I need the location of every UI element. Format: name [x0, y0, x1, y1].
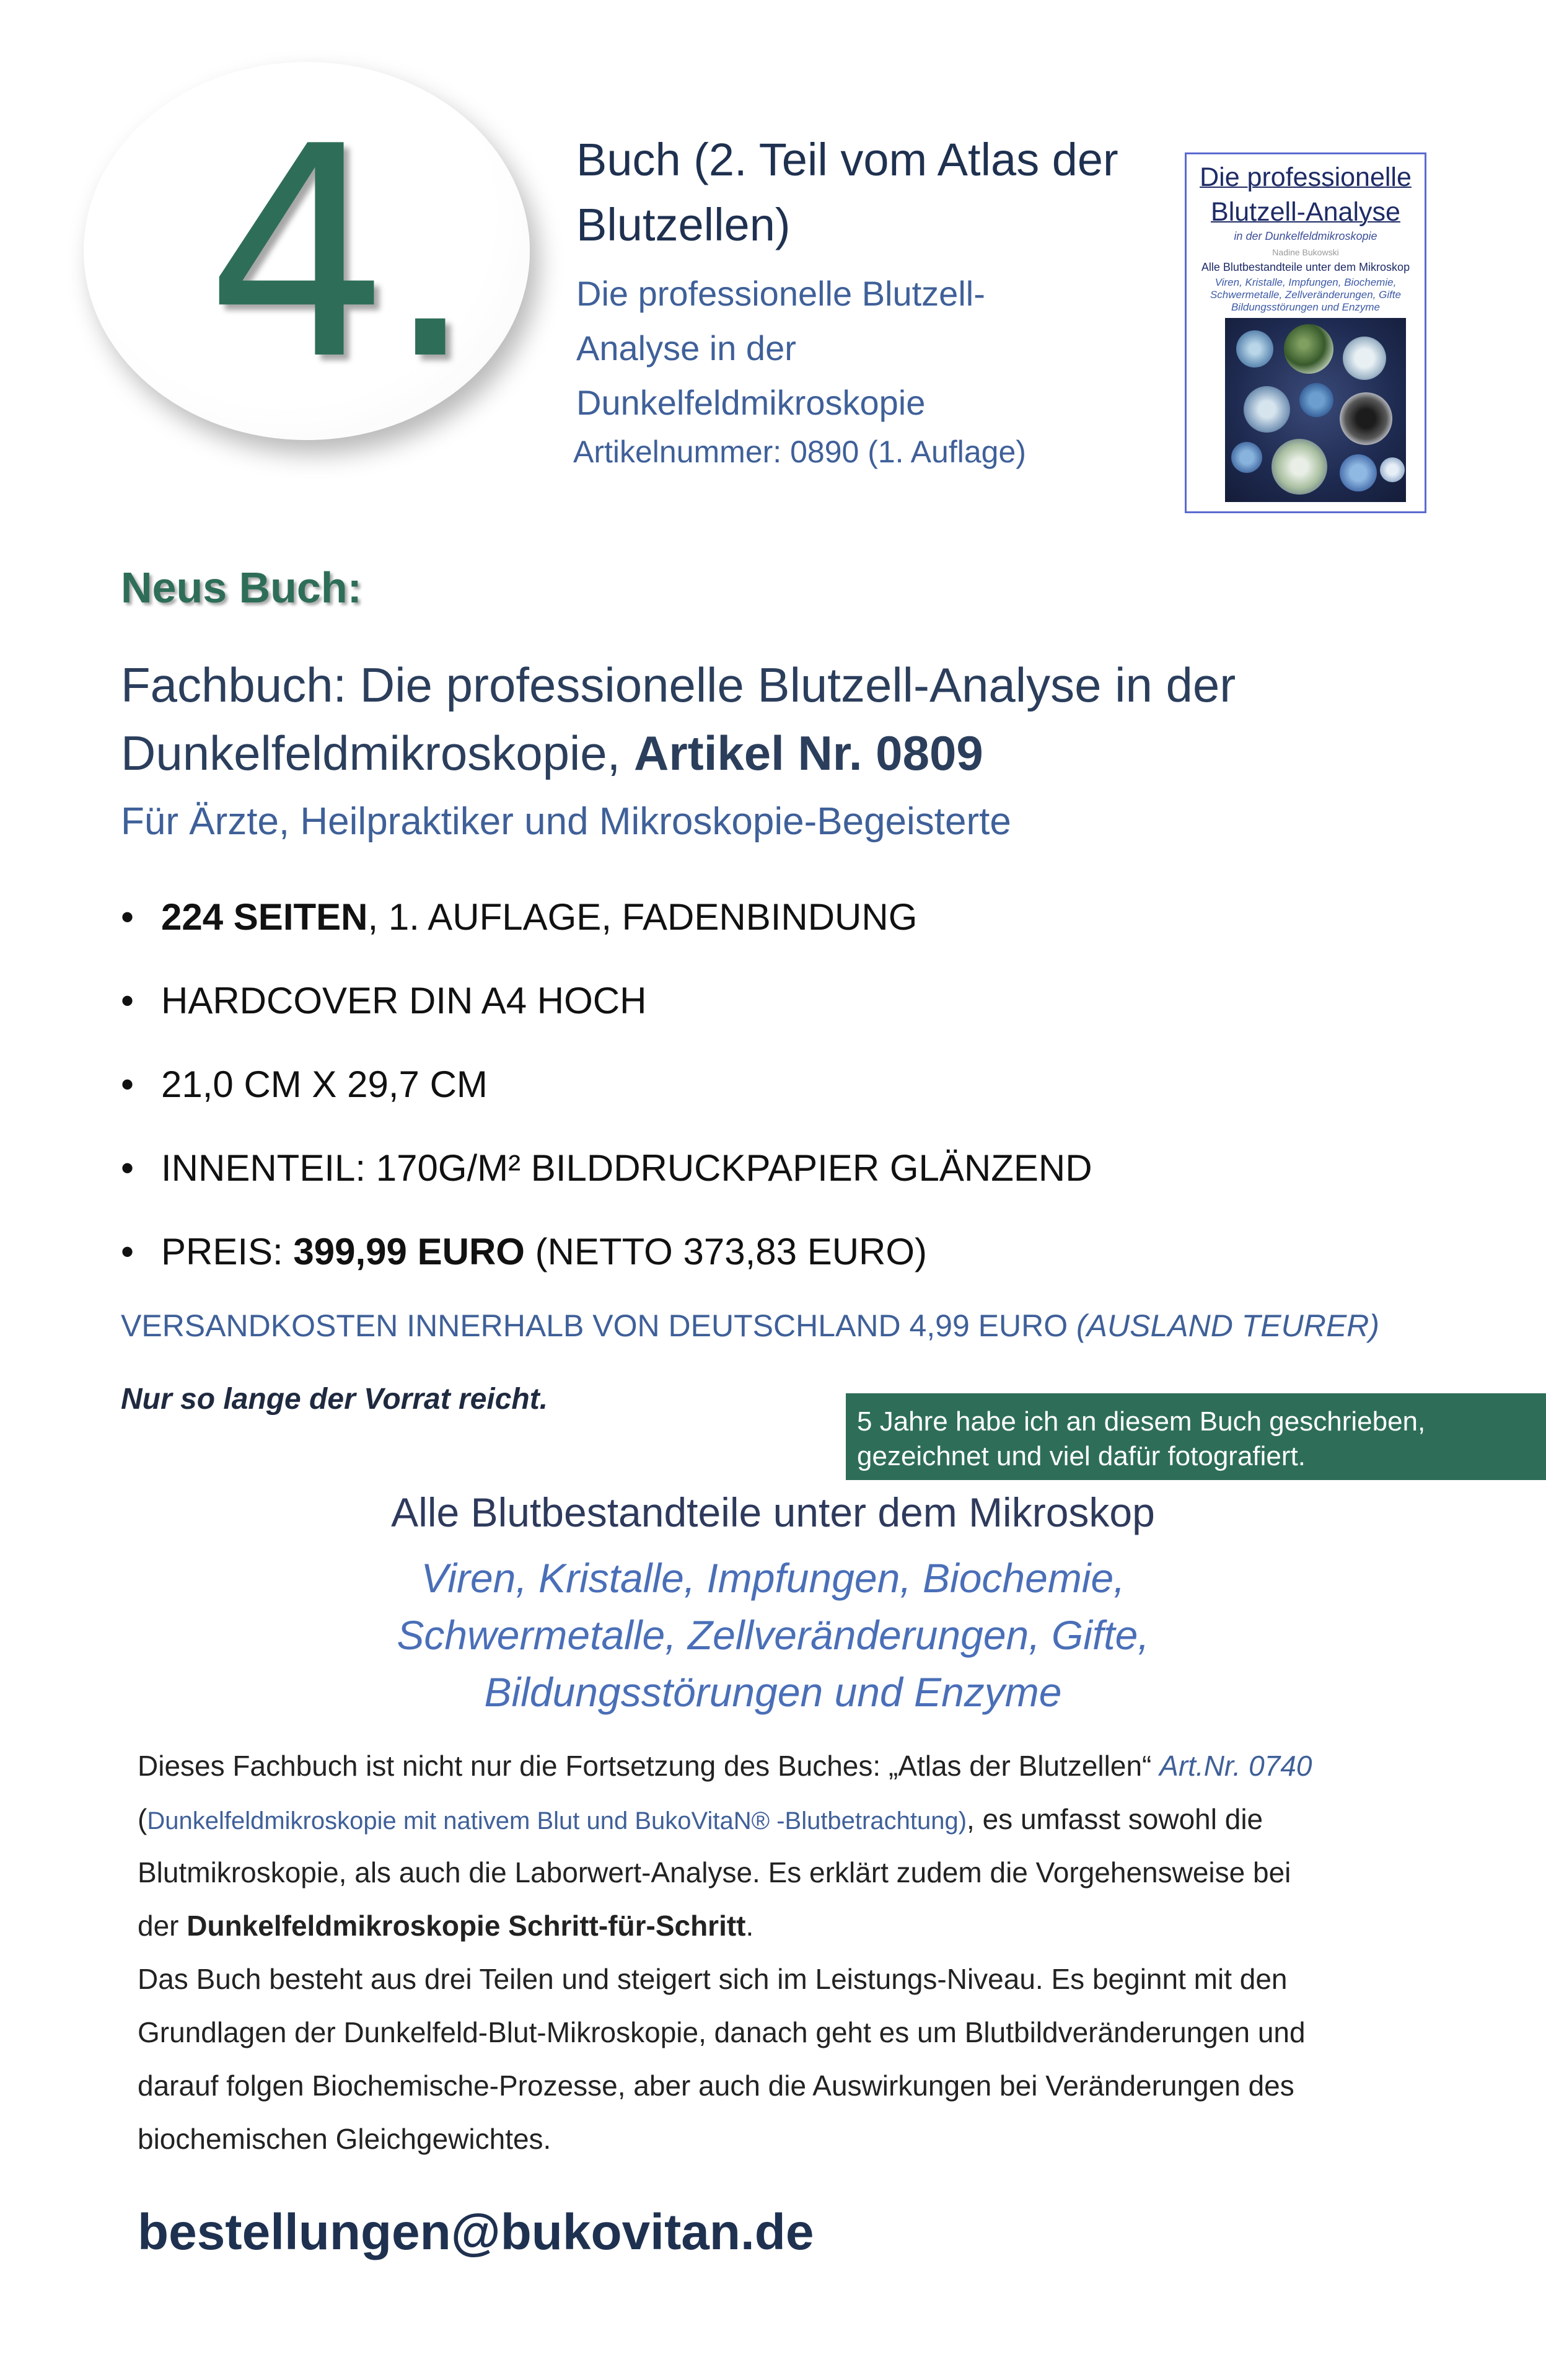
header-subtitle-line2: Analyse in der — [576, 328, 796, 368]
header-title — [576, 127, 1171, 257]
cover-subtitle: in der Dunkelfeldmikroskopie — [1234, 230, 1377, 242]
bullet-icon: • — [121, 980, 134, 1021]
bullet-icon: • — [121, 896, 134, 938]
description-line2 — [138, 1802, 1263, 1836]
spec-price — [121, 1230, 927, 1273]
description-line1 — [138, 1749, 1312, 1783]
author-note-line2: gezeichnet und viel dafür fotografiert. — [857, 1441, 1306, 1471]
header-subtitle — [576, 267, 1122, 430]
shipping-abroad: (AUSLAND TEURER) — [1076, 1308, 1379, 1343]
contents-heading: Alle Blutbestandteile unter dem Mikroskop — [391, 1489, 1155, 1535]
contents-line1: Viren, Kristalle, Impfungen, Biochemie, — [421, 1555, 1125, 1601]
description-line7: darauf folgen Biochemische-Prozesse, aber auch die Auswirkungen bei Veränderungen des — [138, 2069, 1294, 2102]
shipping-domestic: VERSANDKOSTEN INNERHALB VON DEUTSCHLAND 4,99 EURO — [121, 1308, 1077, 1343]
description-text: der — [138, 1910, 187, 1942]
new-book-label: Neus Buch: — [121, 563, 362, 612]
book-title-line2 — [121, 725, 983, 782]
shipping-costs — [121, 1308, 1379, 1344]
description-emphasis: Dunkelfeldmikroskopie Schritt-für-Schritt — [187, 1910, 746, 1942]
cover-title-line2: Blutzell-Analyse — [1211, 197, 1400, 227]
cover-title-line1: Die professionelle — [1200, 162, 1412, 192]
description-text: ( — [138, 1803, 147, 1835]
description-line5: Das Buch besteht aus drei Teilen und steigert sich im Leistungs-Niveau. Es beginnt mit den — [138, 1963, 1288, 1995]
section-number: 4. — [204, 84, 471, 423]
bullet-icon: • — [121, 1064, 134, 1105]
spec-size — [121, 1063, 488, 1106]
cover-topics-line1: Viren, Kristalle, Impfungen, Biochemie, — [1214, 276, 1397, 288]
spec-size-text: 21,0 CM X 29,7 CM — [161, 1064, 488, 1105]
spec-price-value: 399,99 EURO — [293, 1231, 525, 1272]
description-text: . — [745, 1910, 754, 1942]
author-note-line1: 5 Jahre habe ich an diesem Buch geschrieben, — [857, 1406, 1426, 1437]
order-email-link[interactable]: bestellungen@bukovitan.de — [138, 2204, 814, 2260]
cover-topics-line2: Schwermetalle, Zellveränderungen, Gifte — [1210, 289, 1402, 301]
spec-price-label: PREIS: — [161, 1231, 294, 1272]
bullet-icon: • — [121, 1231, 134, 1272]
description-text: Dieses Fachbuch ist nicht nur die Fortsetzung des Buches: „Atlas der Blutzellen“ — [138, 1750, 1160, 1782]
description-line4 — [138, 1909, 753, 1942]
header-title-line1: Buch (2. Teil vom Atlas der — [576, 134, 1118, 185]
book-title-line1: Fachbuch: Die professionelle Blutzell-Analyse in der — [121, 658, 1236, 712]
header-title-line2: Blutzellen) — [576, 199, 791, 250]
target-audience: Für Ärzte, Heilpraktiker und Mikroskopie-Begeisterte — [121, 800, 1011, 843]
spec-cover — [121, 979, 646, 1022]
cover-microscopy-image — [1225, 318, 1406, 502]
cover-topics — [1190, 276, 1421, 314]
book-title-name: Dunkelfeldmikroskopie, — [121, 726, 635, 780]
related-article-number: Art.Nr. 0740 — [1159, 1750, 1312, 1782]
related-book-subtitle: Dunkelfeldmikroskopie mit nativem Blut und BukoVitaN® -Blutbetrachtung) — [147, 1807, 967, 1835]
description-line8: biochemischen Gleichgewichtes. — [138, 2123, 551, 2155]
spec-cover-text: HARDCOVER DIN A4 HOCH — [161, 980, 647, 1021]
spec-price-net: (NETTO 373,83 EURO) — [524, 1231, 928, 1272]
contents-line2: Schwermetalle, Zellveränderungen, Gifte, — [397, 1612, 1149, 1658]
cover-heading: Alle Blutbestandteile unter dem Mikroskop — [1201, 261, 1410, 273]
author-note-box — [846, 1393, 1546, 1480]
spec-pages — [121, 896, 917, 938]
description-text: , es umfasst sowohl die — [967, 1803, 1263, 1835]
spec-paper-text: INNENTEIL: 170G/M² BILDDRUCKPAPIER GLÄNZEND — [161, 1147, 1092, 1189]
spec-pages-rest: , 1. AUFLAGE, FADENBINDUNG — [367, 896, 918, 938]
cover-topics-line3: Bildungsstörungen und Enzyme — [1231, 301, 1381, 313]
spec-paper — [121, 1147, 1092, 1189]
description-line6: Grundlagen der Dunkelfeld-Blut-Mikroskopie, danach geht es um Blutbildveränderungen und — [138, 2016, 1306, 2048]
book-article-number: Artikel Nr. 0809 — [634, 726, 983, 780]
bullet-icon: • — [121, 1147, 134, 1189]
spec-pages-count: 224 SEITEN — [161, 896, 368, 938]
contents-line3: Bildungsstörungen und Enzyme — [484, 1669, 1062, 1715]
description-line3: Blutmikroskopie, als auch die Laborwert-Analyse. Es erklärt zudem die Vorgehensweise bei — [138, 1856, 1291, 1889]
header-subtitle-line3: Dunkelfeldmikroskopie — [576, 383, 926, 422]
cover-author: Nadine Bukowski — [1272, 247, 1339, 257]
header-subtitle-line1: Die professionelle Blutzell- — [576, 274, 985, 313]
stock-note: Nur so lange der Vorrat reicht. — [121, 1383, 548, 1416]
article-number: Artikelnummer: 0890 (1. Auflage) — [573, 434, 1026, 469]
